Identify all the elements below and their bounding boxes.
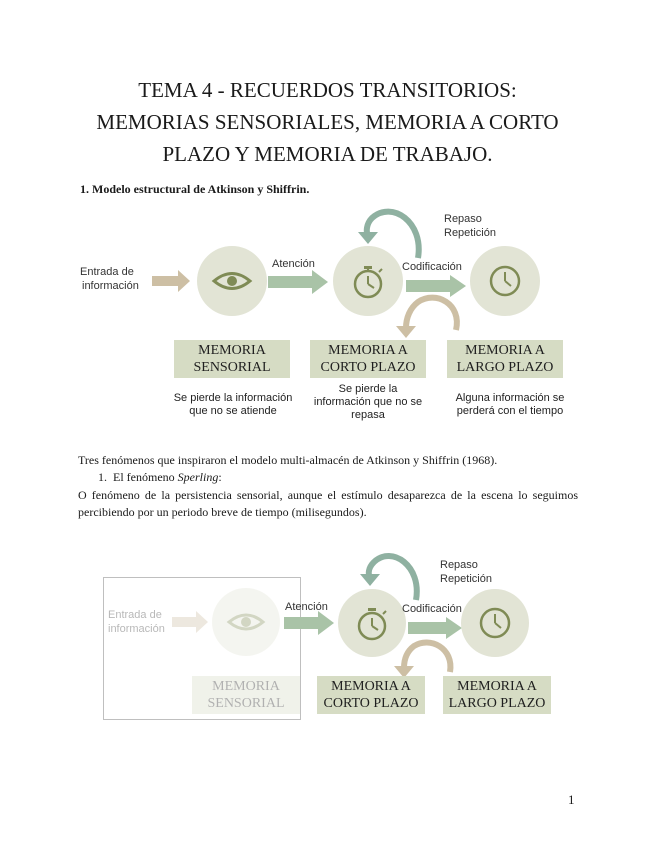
long-term-memory-2-line-1: MEMORIA A xyxy=(457,679,537,694)
rehearsal-label-2-line-1: Repaso xyxy=(440,559,478,571)
short-term-note-line-1: Se pierde la xyxy=(338,383,398,395)
coding-label-2: Codificación xyxy=(402,603,462,615)
attention-arrow-2 xyxy=(284,611,334,635)
sensory-note-line-1: Se pierde la información xyxy=(173,392,293,404)
sensory-memory-line-2: SENSORIAL xyxy=(193,360,271,375)
title-line-1: TEMA 4 - RECUERDOS TRANSITORIOS: xyxy=(138,78,517,102)
rehearsal-label-line-2: Repetición xyxy=(444,227,496,239)
input-label-line-2: información xyxy=(82,280,139,292)
long-term-note-line-2: perderá con el tiempo xyxy=(456,405,564,417)
short-term-memory-2-line-1: MEMORIA A xyxy=(331,679,411,694)
short-term-memory-2-line-2: CORTO PLAZO xyxy=(323,696,419,711)
long-term-memory-line-2: LARGO PLAZO xyxy=(456,360,554,375)
sensory-note-line-2: que no se atiende xyxy=(189,405,277,417)
short-term-note-line-2: información que no se xyxy=(313,396,423,408)
long-term-memory-box-2 xyxy=(443,676,551,714)
input-label-line-1: Entrada de xyxy=(80,266,134,278)
coding-arrow-2 xyxy=(408,617,462,639)
list-item-number: 1. xyxy=(98,470,107,484)
list-item-suffix: : xyxy=(218,470,222,484)
sensory-memory-2-line-1: MEMORIA xyxy=(212,679,280,694)
sensory-memory-box-2 xyxy=(192,676,300,714)
rehearsal-label-line-1: Repaso xyxy=(444,213,482,225)
sensory-memory-line-1: MEMORIA xyxy=(198,343,266,358)
title-line-2: MEMORIAS SENSORIALES, MEMORIA A CORTO xyxy=(96,110,559,134)
short-term-memory-box-2 xyxy=(317,676,425,714)
intro-text: Tres fenómenos que inspiraron el modelo multi-almacén de Atkinson y Shiffrin (1968). xyxy=(78,453,498,467)
long-term-note-line-1: Alguna información se xyxy=(455,392,565,404)
input-arrow-2 xyxy=(172,611,208,633)
short-term-memory-line-1: MEMORIA A xyxy=(328,343,408,358)
sensory-memory-2-line-2: SENSORIAL xyxy=(207,696,285,711)
page-number: 1 xyxy=(568,792,575,807)
long-term-memory-2-line-2: LARGO PLAZO xyxy=(448,696,546,711)
rehearsal-label-2-line-2: Repetición xyxy=(440,573,492,585)
long-term-memory-line-1: MEMORIA A xyxy=(465,343,545,358)
attention-label: Atención xyxy=(272,258,315,270)
input-label-2-line-1: Entrada de xyxy=(108,609,162,621)
section-heading: 1. Modelo estructural de Atkinson y Shiffrin. xyxy=(80,182,310,196)
short-term-memory-line-2: CORTO PLAZO xyxy=(320,360,416,375)
faded-sensory-group xyxy=(172,588,280,656)
list-item-prefix: El fenómeno xyxy=(113,470,178,484)
title-line-3: PLAZO Y MEMORIA DE TRABAJO. xyxy=(162,142,493,166)
coding-label: Codificación xyxy=(402,261,462,273)
short-term-note-line-3: repasa xyxy=(351,409,385,421)
rehearsal-arrow-head-2 xyxy=(360,574,380,586)
sperling-term: Sperling xyxy=(177,470,219,484)
attention-label-2: Atención xyxy=(285,601,328,613)
input-label-2-line-2: información xyxy=(108,623,165,635)
persistence-paragraph: O fenómeno de la persistencia sensorial, aunque el estímulo desaparezca de la escena lo seguimos percibiendo por un periodo breve de tiempo (milisegundos). xyxy=(78,488,578,519)
